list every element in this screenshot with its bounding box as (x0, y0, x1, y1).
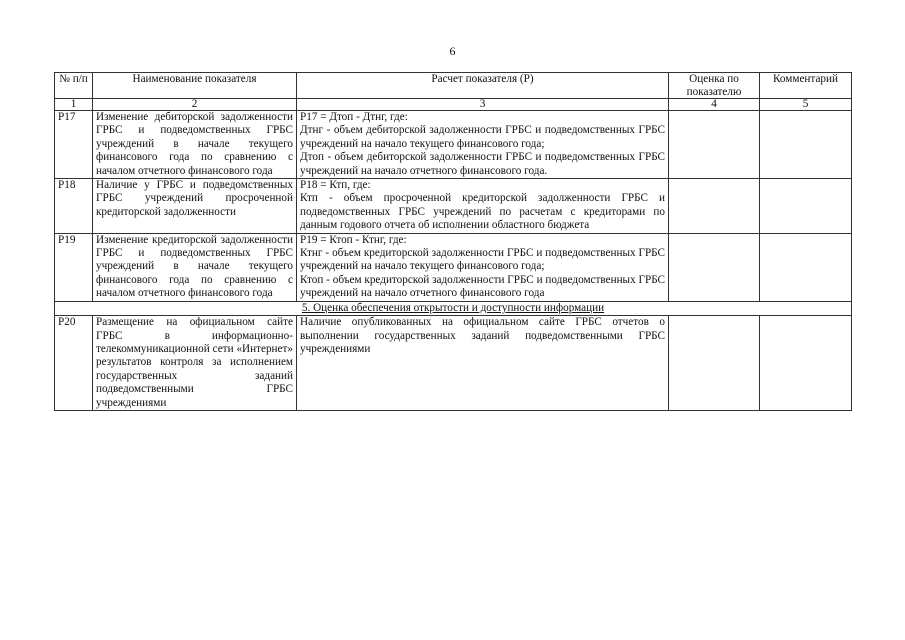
calc-definition: Ктп - объем просроченной кредиторской задолженности ГРБС и подведомственных ГРБС учреждений по расчетам с кредиторами по данным годового отчета об исполнении областного бюджета (300, 192, 665, 232)
row-code: Р17 (55, 111, 93, 179)
calc-definition: Дтоп - объем дебиторской задолженности ГРБС и подведомственных ГРБС учреждений на начало отчетного финансового года. (300, 151, 665, 177)
row-code: Р19 (55, 233, 93, 301)
header-comment: Комментарий (760, 73, 852, 99)
row-comment (760, 316, 852, 411)
row-code: Р18 (55, 179, 93, 234)
calc-formula: Р17 = Дтоп - Дтнг, где: (300, 111, 408, 123)
calc-formula: Р18 = Ктп, где: (300, 179, 371, 192)
table-row (55, 233, 852, 301)
indicators-table (54, 72, 852, 411)
row-calc: Наличие опубликованных на официальном сайте ГРБС отчетов о выполнении государственных заданий подведомственными ГРБС учреждениями (297, 316, 669, 411)
header-score: Оценка по показателю (669, 73, 760, 99)
header-calc: Расчет показателя (Р) (297, 73, 669, 99)
row-comment (760, 111, 852, 179)
row-comment (760, 233, 852, 301)
column-number: 1 (55, 99, 93, 111)
column-number-row (55, 99, 852, 111)
calc-formula: Р19 = Ктоп - Ктнг, где: (300, 233, 407, 246)
section-row (55, 301, 852, 315)
column-number: 5 (760, 99, 852, 111)
calc-definition: Ктоп - объем кредиторской задолженности ГРБС и подведомственных ГРБС учреждений на начало отчетного финансового года (300, 273, 665, 300)
row-comment (760, 179, 852, 234)
header-name: Наименование показателя (93, 73, 297, 99)
column-number: 2 (93, 99, 297, 111)
page-number: 6 (449, 44, 456, 58)
header-num: № п/п (55, 73, 93, 99)
row-calc (297, 111, 669, 179)
row-name: Изменение кредиторской задолженности ГРБС и подведомственных ГРБС учреждений в начале текущего финансового года по сравнению с началом отчетного финансового года (93, 233, 297, 301)
column-number: 3 (297, 99, 669, 111)
row-score (669, 111, 760, 179)
calc-definition: Дтнг - объем дебиторской задолженности ГРБС и подведомственных ГРБС учреждений на начало текущего финансового года; (300, 124, 665, 150)
row-code: Р20 (55, 316, 93, 411)
table-row (55, 179, 852, 234)
column-number: 4 (669, 99, 760, 111)
header-row (55, 73, 852, 99)
table-row (55, 316, 852, 411)
row-score (669, 316, 760, 411)
row-name: Размещение на официальном сайте ГРБС в информационно-телекоммуникационной сети «Интернет» результатов контроля за исполнением государственных заданий подведомственными ГРБС учреждениями (93, 316, 297, 411)
row-name: Наличие у ГРБС и подведомственных ГРБС учреждений просроченной кредиторской задолженности (93, 179, 297, 234)
row-score (669, 179, 760, 234)
row-score (669, 233, 760, 301)
row-calc (297, 233, 669, 301)
row-calc (297, 179, 669, 234)
row-name: Изменение дебиторской задолженности ГРБС и подведомственных ГРБС учреждений в начале текущего финансового года по сравнению с началом отчетного финансового года (93, 111, 297, 179)
calc-definition: Ктнг - объем кредиторской задолженности ГРБС и подведомственных ГРБС учреждений на начало текущего финансового года; (300, 247, 665, 273)
section-title: 5. Оценка обеспечения открытости и доступности информации (55, 301, 852, 315)
table-row (55, 111, 852, 179)
